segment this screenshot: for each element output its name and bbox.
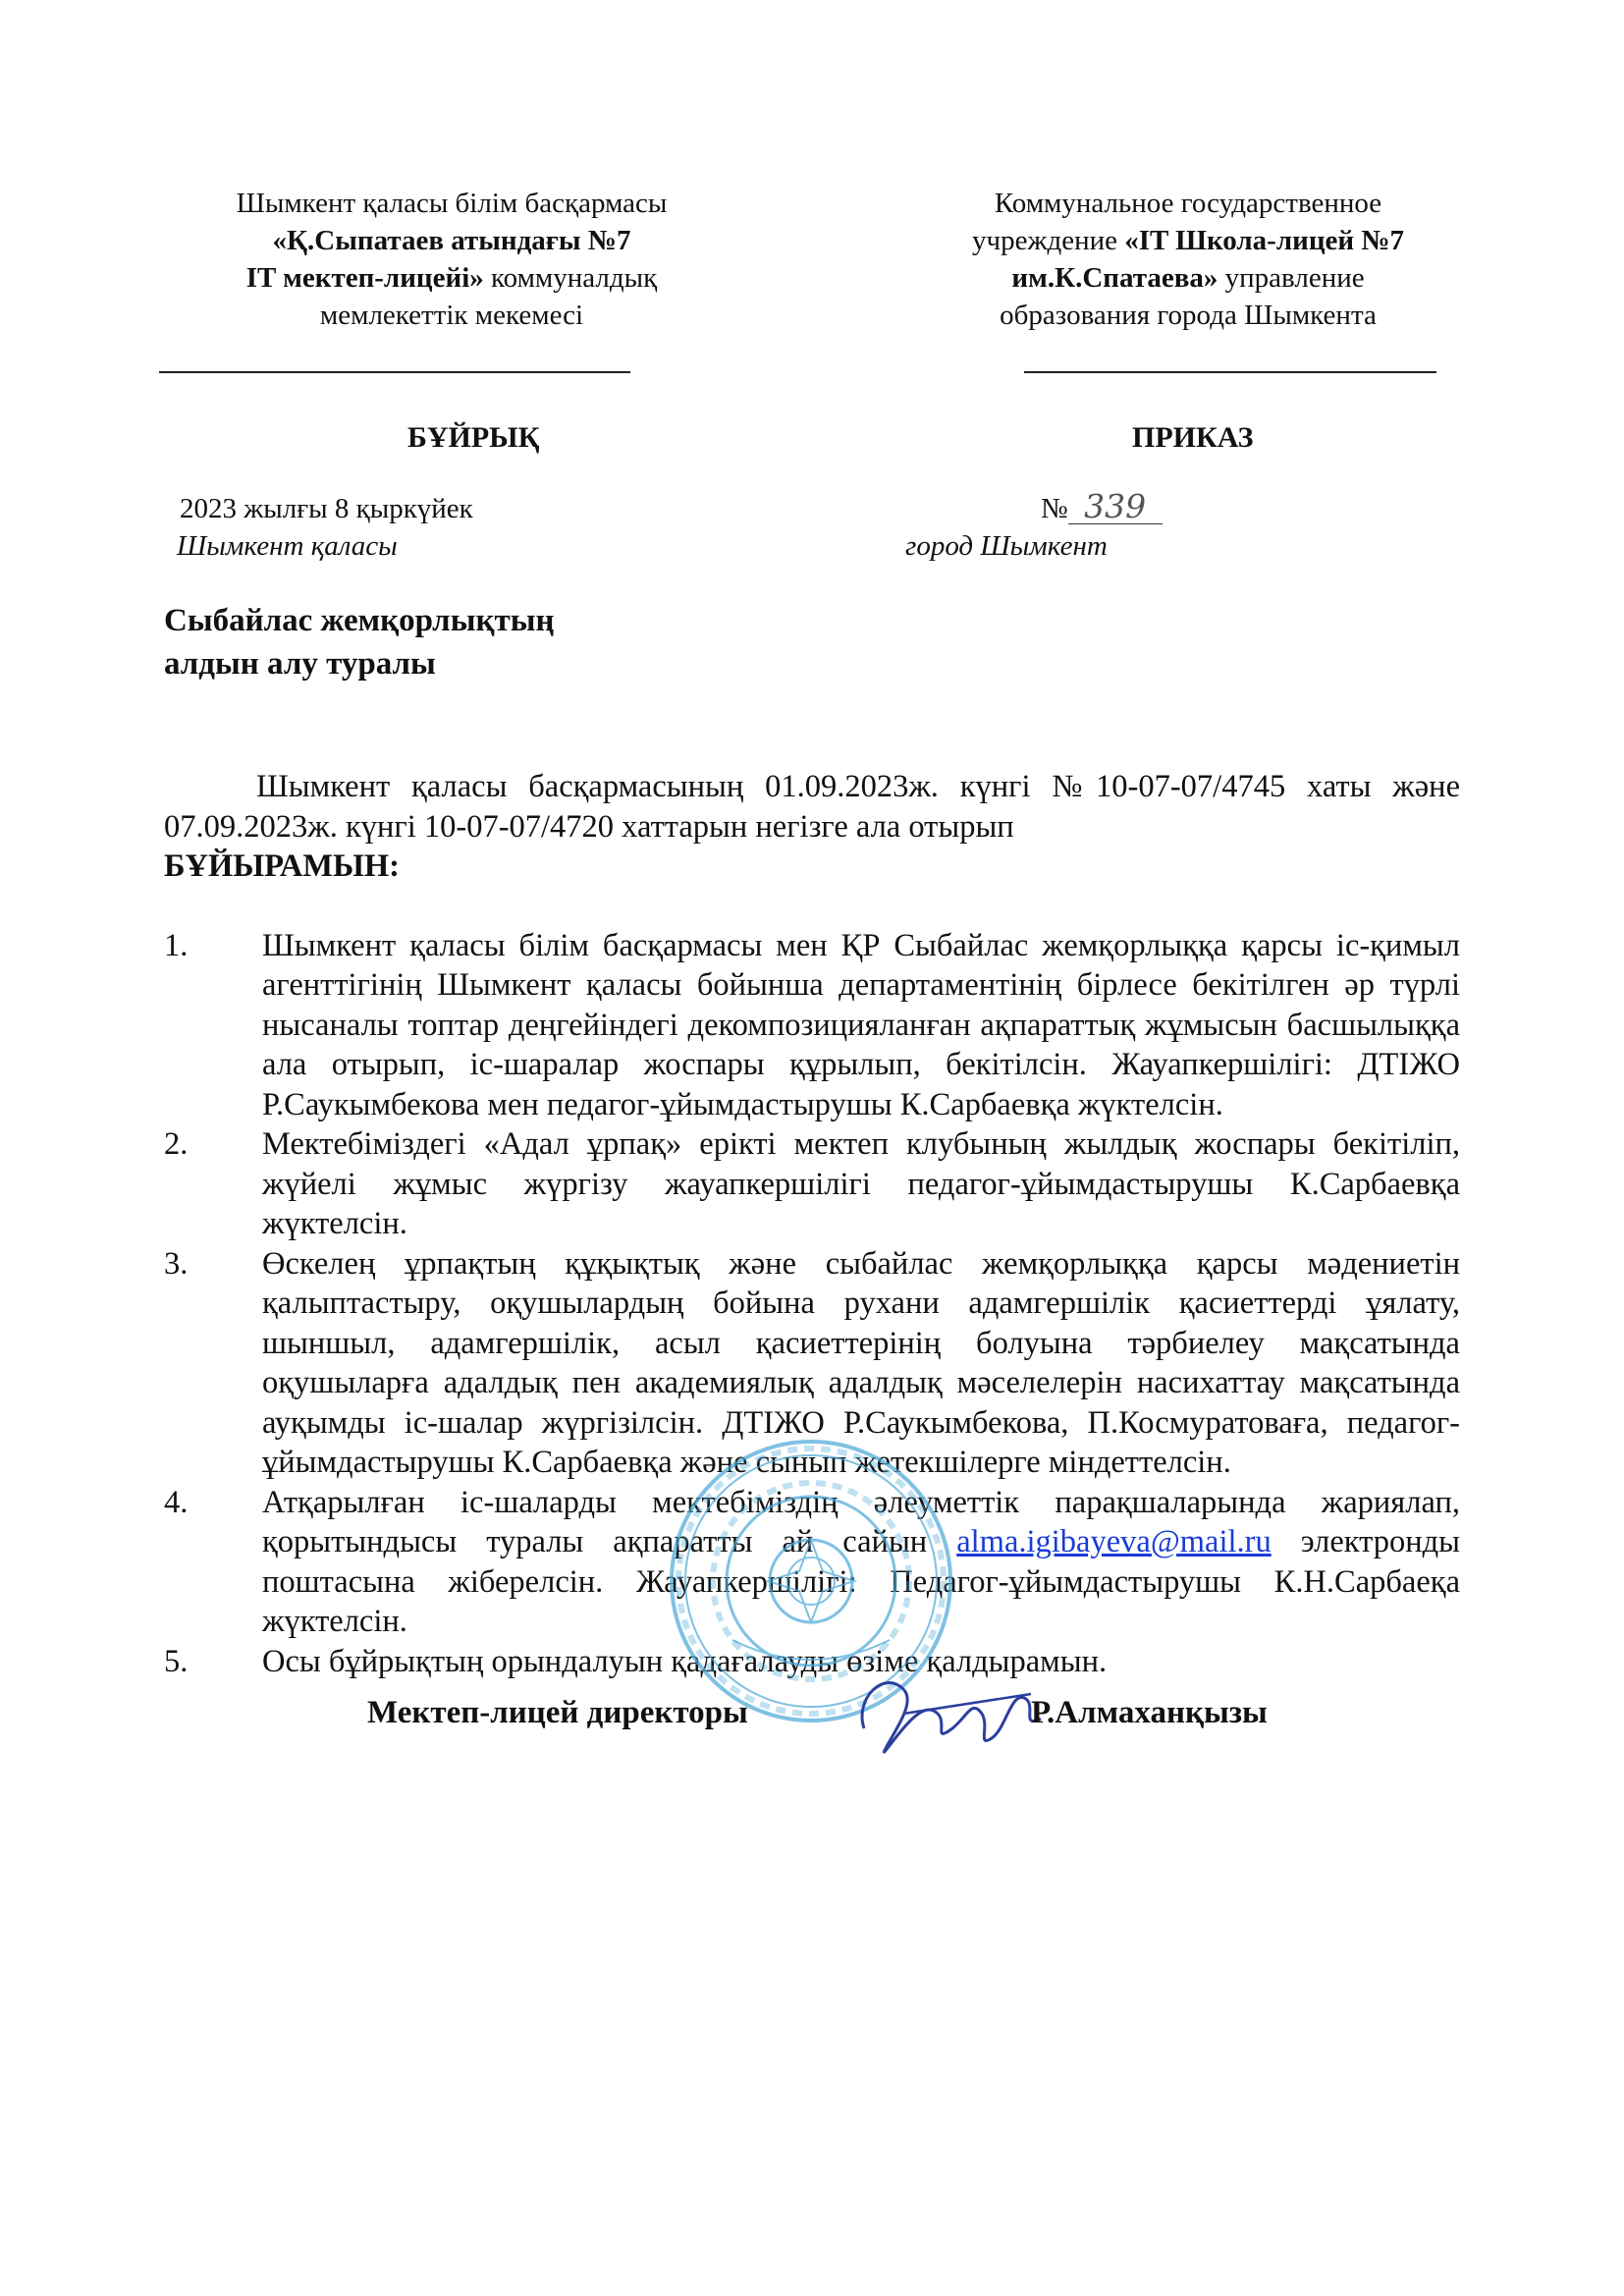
order-title-kz: БҰЙРЫҚ	[407, 421, 540, 454]
header-right-line2	[884, 222, 1492, 259]
header-right-rule	[1024, 371, 1436, 373]
signature-title: Мектеп-лицей директоры	[367, 1695, 748, 1730]
header-left-line1: Шымкент қаласы білім басқармасы	[236, 188, 668, 219]
order-item-1	[164, 926, 1460, 1125]
order-item-4-text-after: электронды поштасына жіберелсін. Жауапкершілігі: Педагог-ұйымдастырушы К.Н.Сарбаеқа жүктелсін.	[262, 1524, 1461, 1639]
header-right-line2-plain: учреждение	[971, 225, 1125, 256]
header-right	[884, 185, 1492, 334]
order-subject	[164, 599, 554, 685]
order-item-4-text-before: Атқарылған іс-шаларды мектебіміздің әлеуметтік парақшаларында жариялап, қорытындысы туралы ақпаратты ай сайын	[262, 1484, 1460, 1559]
header-right-line1: Коммунальное государственное	[994, 188, 1382, 219]
header-left	[147, 185, 756, 334]
order-item-text: Мектебіміздегі «Адал ұрпақ» ерікті мектеп клубының жылдық жоспары бекітіліп, жүйелі жұмыс жүргізу жауапкершілігі педагог-ұйымдастырушы К.Сарбаевқа жүктелсін.	[262, 1126, 1460, 1241]
order-place-kz: Шымкент қаласы	[177, 530, 398, 562]
order-title-ru: ПРИКАЗ	[1132, 421, 1254, 454]
order-number-handwritten: 339	[1068, 490, 1163, 524]
order-item-number: 4.	[164, 1484, 189, 1520]
header-right-line3	[884, 259, 1492, 297]
header-right-line4: образования города Шымкента	[1000, 300, 1377, 331]
header-left-line3-bold: IT мектеп-лицейі»	[245, 262, 484, 294]
order-subject-line2: алдын алу туралы	[164, 646, 436, 682]
order-date-kz: 2023 жылғы 8 қыркүйек	[180, 493, 473, 524]
order-item-number: 3.	[164, 1245, 189, 1282]
signature-scribble	[844, 1660, 1051, 1768]
order-subject-line1: Сыбайлас жемқорлықтың	[164, 603, 555, 638]
order-item-text: Шымкент қаласы білім басқармасы мен ҚР Сыбайлас жемқорлыққа қарсы іс-қимыл агенттігінің Шымкент қаласы бойынша департаментінің бірлесе бекітілген әр түрлі нысаналы топтар деңгейіндегі декомпозицияланған ақпараттық жұмысын басшылыққа ала отырып, іс-шаралар жоспары құрылып, бекітілсін. Жауапкершілігі: ДТІЖО Р.Саукымбекова мен педагог-ұйымдастырушы К.Сарбаевқа жүктелсін.	[262, 927, 1460, 1122]
order-number-prefix: №	[1041, 493, 1068, 524]
header-right-line3-bold: им.К.Спатаева»	[1011, 262, 1218, 294]
signature-name: Р.Алмаханқызы	[1031, 1695, 1268, 1730]
order-place-ru: город Шымкент	[905, 530, 1108, 562]
order-item-text: Осы бұйрықтың орындалуын қадағалауды өзіме қалдырамын.	[262, 1643, 1108, 1679]
order-directive-word: БҰЙЫРАМЫН:	[164, 848, 401, 884]
header-left-rule	[159, 371, 630, 373]
header-right-line3-rest: управление	[1218, 262, 1365, 294]
header-left-line4: мемлекеттік мекемесі	[319, 300, 584, 331]
order-number	[1041, 487, 1163, 527]
order-item-number: 5.	[164, 1643, 189, 1679]
order-item-2	[164, 1124, 1460, 1244]
header-right-line2-bold: «IT Школа-лицей №7	[1124, 225, 1404, 256]
order-item-text: Өскелең ұрпақтың құқықтық және сыбайлас жемқорлыққа қарсы мәдениетін қалыптастыру, оқушылардың бойына рухани адамгершілік қасиеттерді ұялату, шыншыл, адамгершілік, асыл қасиеттерінің болуына тәрбиелеу мақсатында оқушыларға адалдық пен академиялық адалдық мәселелерін насихаттау мақсатында ауқымды іс-шалар жүргізілсін. ДТІЖО Р.Саукымбекова, П.Космуратоваға, педагог-ұйымдастырушы К.Сарбаевқа және сынып жетекшілерге міндеттелсін.	[262, 1245, 1460, 1480]
order-intro: Шымкент қаласы басқармасының 01.09.2023ж. күнгі №10-07-07/4745 хаты және 07.09.2023ж. күнгі 10-07-07/4720 хаттарын негізге ала отырып	[164, 769, 1460, 845]
order-item-number: 1.	[164, 927, 189, 963]
order-item-number: 2.	[164, 1126, 189, 1162]
header-left-line3-rest: коммуналдық	[483, 262, 658, 294]
header-left-line2: «Қ.Сыпатаев атындағы №7	[272, 225, 631, 256]
header-left-line3	[147, 259, 756, 297]
email-link[interactable]: alma.igibayeva@mail.ru	[956, 1524, 1272, 1559]
